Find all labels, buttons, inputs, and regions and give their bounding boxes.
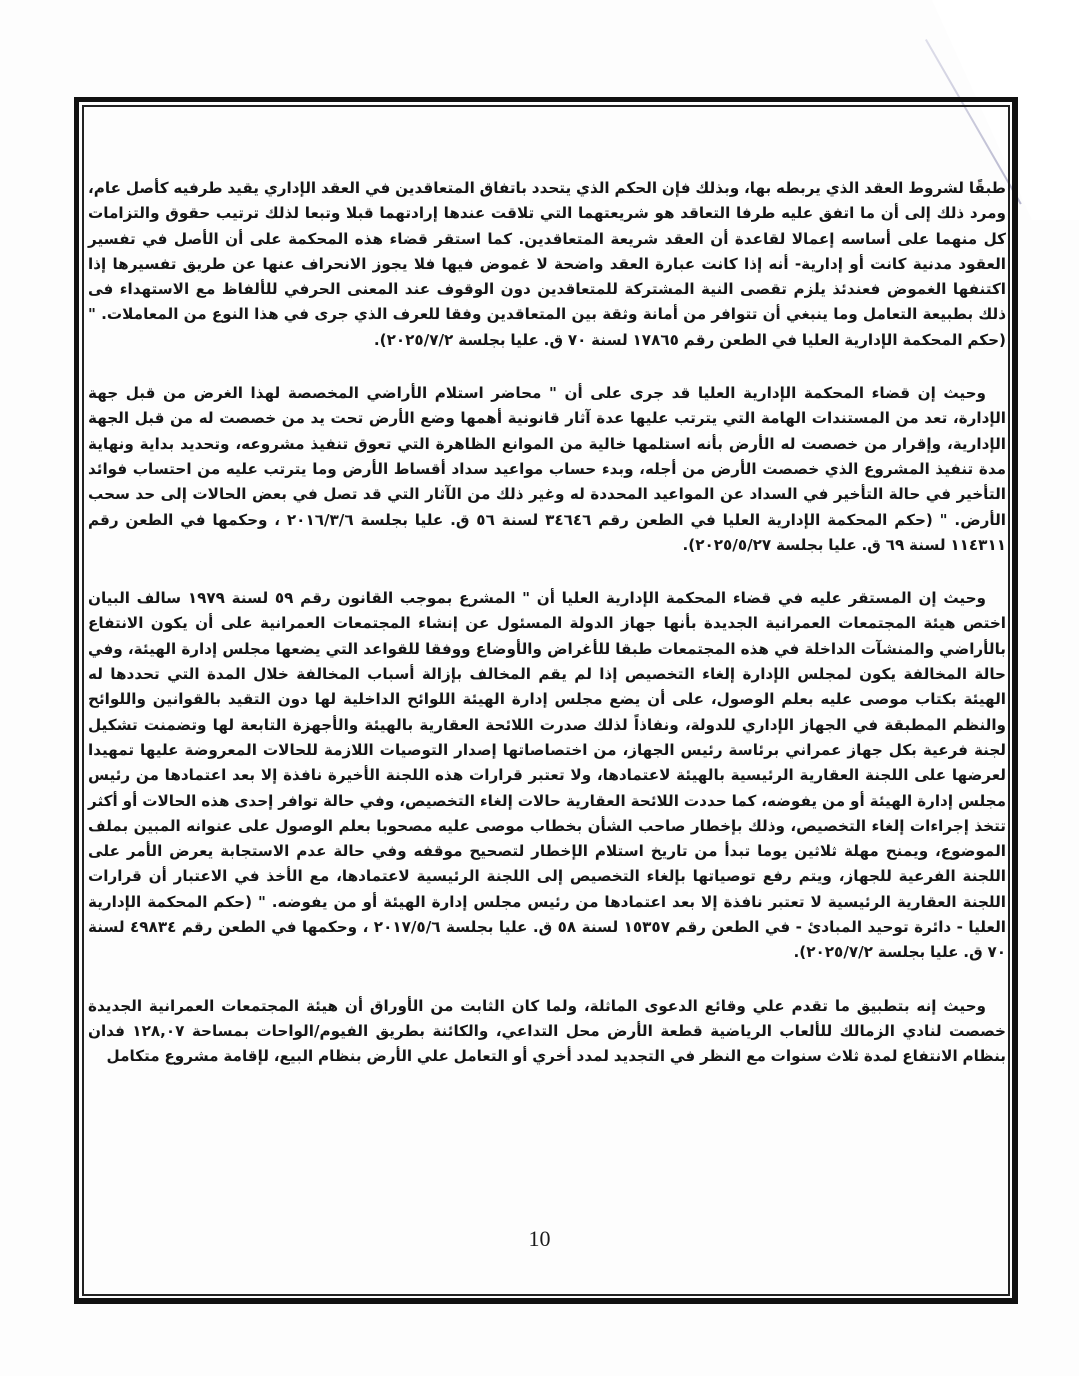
paragraph-urban-communities-authority: وحيث إن المستقر عليه في قضاء المحكمة الإدارية العليا أن " المشرع بموجب القانون رقم ٥٩ لسنة ١٩٧٩ سالف البيان اختص هيئة المجتمعات العمرانية الجديدة بأنها جهاز الدولة المسئول عن إنشاء المجتمعات العمرانية على أن يكون الانتفاع بالأراضي والمنشآت الداخلة في هذه المجتمعات طبقا للأغراض والأوضاع ووفقا للقواعد التي يضعها مجلس إدارة الهيئة، وفي حالة المخالفة يكون لمجلس الإدارة إلغاء التخصيص إذا لم يقم المخالف بإزالة أسباب المخالفة خلال المدة التي تحددها له الهيئة بكتاب موصى عليه بعلم الوصول، على أن يضع مجلس إدارة الهيئة اللوائح الداخلية لها دون التقيد بالقوانين واللوائح والنظم المطبقة في الجهاز الإداري للدولة، ونفاذاً لذلك صدرت اللائحة العقارية بالهيئة والأجهزة التابعة لها وتضمنت تشكيل لجنة فرعية بكل جهاز عمراني برئاسة رئيس الجهاز، من اختصاصاتها إصدار التوصيات اللازمة للحالات المعروضة عليها تمهيدا لعرضها على اللجنة العقارية الرئيسية بالهيئة لاعتمادها، ولا تعتبر قرارات هذه اللجنة الأخيرة نافذة إلا بعد اعتمادها من رئيس مجلس إدارة الهيئة أو من يفوضه، كما حددت اللائحة العقارية حالات إلغاء التخصيص، وفي حالة توافر إحدى هذه الحالات أو أكثر تتخذ إجراءات إلغاء التخصيص، وذلك بإخطار صاحب الشأن بخطاب موصى عليه مصحوبا بعلم الوصول على عنوانه المبين بملف الموضوع، ويمنح مهلة ثلاثين يوما تبدأ من تاريخ استلام الإخطار لتصحيح موقفه وفي حالة عدم الاستجابة يعرض الأمر على اللجنة الفرعية للجهاز، ويتم رفع توصياتها بإلغاء التخصيص إلى اللجنة الرئيسية لاعتمادها، مع الأخذ في الاعتبار أن قرارات اللجنة العقارية الرئيسية لا تعتبر نافذة إلا بعد اعتمادها من رئيس مجلس إدارة الهيئة أو من يفوضه. " (حكم المحكمة الإدارية العليا - دائرة توحيد المبادئ - في الطعن رقم ١٥٣٥٧ لسنة ٥٨ ق. عليا بجلسة ٢٠١٧/٥/٦ ، وحكمها في الطعن رقم ٤٩٨٣٤ لسنة ٧٠ ق. عليا بجلسة ٢٠٢٥/٧/٢). <box>88 589 1006 962</box>
paragraph-contract-interpretation: طبقًا لشروط العقد الذي يربطه بها، وبذلك فإن الحكم الذي يتحدد باتفاق المتعاقدين في العقد الإداري يقيد طرفيه كأصل عام، ومرد ذلك إلى أن ما اتفق عليه طرفا التعاقد هو شريعتهما التي تلاقت عندها إرادتهما قبلا وتبعا لذلك ترتيب حقوق والتزامات كل منهما على أساسه إعمالا لقاعدة أن العقد شريعة المتعاقدين. كما استقر قضاء هذه المحكمة على أن الأصل في تفسير العقود مدنية كانت أو إدارية- أنه إذا كانت عبارة العقد واضحة لا غموض فيها فلا يجوز الانحراف عنها عن طريق تفسيرها إذا اكتنفها الغموض فعندئذ يلزم تقصى النية المشتركة للمتعاقدين دون الوقوف عند المعنى الحرفي للألفاظ مع الاستهداء فى ذلك بطبيعة التعامل وما ينبغي أن تتوافر من أمانة وثقة بين المتعاقدين وفقا للعرف الذي جرى في هذا النوع من المعاملات. " (حكم المحكمة الإدارية العليا في الطعن رقم ١٧٨٦٥ لسنة ٧٠ ق. عليا بجلسة ٢٠٢٥/٧/٢). <box>88 179 1006 349</box>
page-number: 10 <box>528 1226 551 1251</box>
document-body <box>88 176 1006 1070</box>
paragraph-land-handover-records: وحيث إن قضاء المحكمة الإدارية العليا قد جرى على أن " محاضر استلام الأراضي المخصصة لهذا الغرض من قبل جهة الإدارة، تعد من المستندات الهامة التي يترتب عليها عدة آثار قانونية أهمها وضع الأرض تحت يد من خصصت له من قبل الجهة الإدارية، وإقرار من خصصت له الأرض بأنه استلمها خالية من الموانع الظاهرة التي تعوق تنفيذ مشروعه، وتحديد بداية ونهاية مدة تنفيذ المشروع الذي خصصت الأرض من أجله، وبدء حساب مواعيد سداد أقساط الأرض وما يترتب عليه من احتساب فوائد التأخير في حالة التأخير في السداد عن المواعيد المحددة له وغير ذلك من الآثار التي قد تصل في بعض الحالات إلى حد سحب الأرض. " (حكم المحكمة الإدارية العليا في الطعن رقم ٣٤٦٤٦ لسنة ٥٦ ق. عليا بجلسة ٢٠١٦/٣/٦ ، وحكمها في الطعن رقم ١١٤٣١١ لسنة ٦٩ ق. عليا بجلسة ٢٠٢٥/٥/٢٧). <box>88 384 1006 554</box>
paragraph-application-to-case: وحيث إنه بتطبيق ما تقدم علي وقائع الدعوى الماثلة، ولما كان الثابت من الأوراق أن هيئة المجتمعات العمرانية الجديدة خصصت لنادي الزمالك للألعاب الرياضية قطعة الأرض محل التداعي، والكائنة بطريق الفيوم/الواحات بمساحة ١٢٨,٠٧ فدان بنظام الانتفاع لمدة ثلاث سنوات مع النظر في التجديد لمدد أخري أو التعامل علي الأرض بنظام البيع، لإقامة مشروع متكامل <box>88 996 1006 1066</box>
